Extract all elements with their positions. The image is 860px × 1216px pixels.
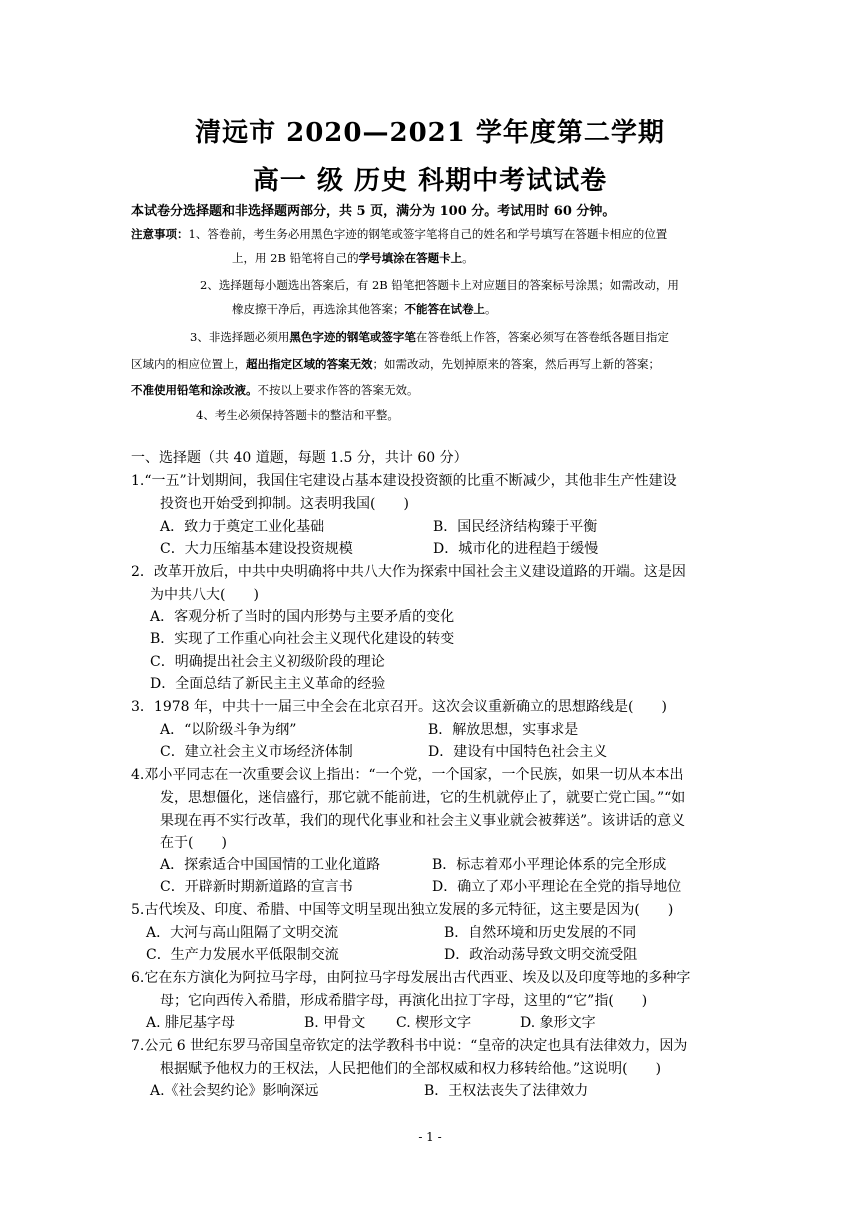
notice-2b-bold: 不能答在试卷上 bbox=[404, 302, 485, 316]
q6-option-d: D. 象形文字 bbox=[520, 1015, 596, 1031]
q4-option-c: C．开辟新时期新道路的宣言书 bbox=[160, 879, 353, 895]
q1-option-a: A．致力于奠定工业化基础 bbox=[160, 519, 325, 535]
notice-3a-end: 在答卷纸上作答，答案必须写在答卷纸各题目指定 bbox=[415, 330, 669, 344]
exam-title-line1: 清远市 2020—2021 学年度第二学期 bbox=[195, 118, 665, 148]
question-6-line-1: 6.它在东方演化为阿拉马字母，由阿拉马字母发展出古代西亚、埃及以及印度等地的多种字 bbox=[131, 970, 691, 986]
q2-option-c: C．明确提出社会主义初级阶段的理论 bbox=[150, 654, 385, 670]
q7-option-a: A.《社会契约论》影响深远 bbox=[150, 1083, 319, 1099]
q5-option-c: C．生产力发展水平低限制交流 bbox=[146, 947, 339, 963]
notice-line-5 bbox=[190, 328, 669, 346]
notice-2b: 橡皮擦干净后，再选涂其他答案； bbox=[232, 302, 405, 316]
notice-line-4 bbox=[232, 300, 497, 318]
q3-option-d: D．建设有中国特色社会主义 bbox=[428, 744, 608, 760]
question-2-line-2: 为中共八大( ) bbox=[150, 587, 259, 603]
q6-option-a: A. 腓尼基字母 bbox=[146, 1015, 236, 1031]
notice-1b-bold: 学号填涂在答题卡上 bbox=[358, 251, 463, 265]
notice-1a: 1、答卷前，考生务必用黑色字迹的钢笔或签字笔将自己的姓名和学号填写在答题卡相应的位置 bbox=[188, 227, 668, 241]
q3-option-c: C．建立社会主义市场经济体制 bbox=[160, 744, 353, 760]
notice-3b-end: ；如需改动，先划掉原来的答案，然后再写上新的答案； bbox=[372, 357, 660, 371]
notice-line-1 bbox=[131, 225, 667, 243]
question-7-line-2: 根据赋予他权力的王权法，人民把他们的全部权威和权力移转给他。”这说明( ) bbox=[160, 1061, 662, 1077]
notice-1b: 上，用 2B 铅笔将自己的 bbox=[232, 251, 359, 265]
question-1-line-1: 1.“一五”计划期间，我国住宅建设占基本建设投资额的比重不断减少，其他非生产性建设 bbox=[131, 473, 677, 489]
notice-2a: 2、选择题每小题选出答案后，有 2B 铅笔把答题卡上对应题目的答案标号涂黑；如需改动，用 bbox=[200, 278, 679, 292]
q1-option-b: B．国民经济结构臻于平衡 bbox=[433, 519, 598, 535]
question-4-line-3: 果现在再不实行改革，我们的现代化事业和社会主义事业就会被葬送”。该讲话的意义 bbox=[160, 813, 686, 829]
q4-option-b: B．标志着邓小平理论体系的完全形成 bbox=[432, 857, 667, 873]
q1-option-c: C．大力压缩基本建设投资规模 bbox=[160, 541, 353, 557]
section-title: 一、选择题（共 40 道题，每题 1.5 分，共计 60 分） bbox=[131, 450, 468, 466]
question-2-line-1: 2．改革开放后，中共中央明确将中共八大作为探索中国社会主义建设道路的开端。这是因 bbox=[131, 564, 686, 580]
notice-3b: 区域内的相应位置上， bbox=[131, 357, 246, 371]
question-7-line-1: 7.公元 6 世纪东罗马帝国皇帝钦定的法学教科书中说：“皇帝的决定也具有法律效力，因为 bbox=[131, 1038, 688, 1054]
exam-title-line2: 高一 级 历史 科期中考试试卷 bbox=[252, 166, 608, 196]
question-6-line-2: 母；它向西传入希腊，形成希腊字母，再演化出拉丁字母，这里的“它”指( ) bbox=[160, 993, 648, 1009]
exam-intro: 本试卷分选择题和非选择题两部分，共 5 页，满分为 100 分。考试用时 60 分钟。 bbox=[131, 204, 616, 219]
question-4-line-1: 4.邓小平同志在一次重要会议上指出：“一个党，一个国家，一个民族，如果一切从本本出 bbox=[131, 767, 684, 783]
notice-3b-bold: 超出指定区域的答案无效 bbox=[246, 357, 373, 371]
page-number: - 1 - bbox=[418, 1130, 442, 1144]
notice-line-2 bbox=[232, 249, 474, 267]
question-3-line-1: 3．1978 年，中共十一届三中全会在北京召开。这次会议重新确立的思想路线是( ) bbox=[131, 699, 667, 715]
q3-option-b: B．解放思想，实事求是 bbox=[428, 722, 579, 738]
notice-3a-bold: 黑色字迹的钢笔或签字笔 bbox=[289, 330, 416, 344]
q5-option-b: B．自然环境和历史发展的不同 bbox=[444, 925, 637, 941]
q5-option-a: A．大河与高山阻隔了文明交流 bbox=[146, 925, 339, 941]
q7-option-b: B．王权法丧失了法律效力 bbox=[424, 1083, 589, 1099]
question-4-line-2: 发，思想僵化，迷信盛行，那它就不能前进，它的生机就停止了，就要亡党亡国。”“如 bbox=[160, 790, 686, 806]
notice-line-7 bbox=[131, 381, 419, 399]
notice-2b-end: 。 bbox=[485, 302, 497, 316]
question-1-line-2: 投资也开始受到抑制。这表明我国( ) bbox=[160, 496, 409, 512]
q6-option-c: C. 楔形文字 bbox=[396, 1015, 472, 1031]
notice-line-6 bbox=[131, 355, 660, 373]
q2-option-a: A．客观分析了当时的国内形势与主要矛盾的变化 bbox=[150, 609, 455, 625]
q4-option-d: D．确立了邓小平理论在全党的指导地位 bbox=[432, 879, 682, 895]
q5-option-d: D．政治动荡导致文明交流受阻 bbox=[444, 947, 638, 963]
notice-3c-bold: 不准使用铅笔和涂改液。 bbox=[131, 383, 258, 397]
notice-line-8 bbox=[196, 406, 399, 424]
notice-3c-end: 不按以上要求作答的答案无效。 bbox=[257, 383, 419, 397]
notice-label: 注意事项： bbox=[131, 227, 189, 241]
q1-option-d: D．城市化的进程趋于缓慢 bbox=[433, 541, 599, 557]
question-4-line-4: 在于( ) bbox=[160, 835, 227, 851]
q4-option-a: A．探索适合中国国情的工业化道路 bbox=[160, 857, 381, 873]
q6-option-b: B. 甲骨文 bbox=[304, 1015, 366, 1031]
question-5-line-1: 5.古代埃及、印度、希腊、中国等文明呈现出独立发展的多元特征，这主要是因为( ) bbox=[131, 902, 674, 918]
notice-1b-end: 。 bbox=[462, 251, 474, 265]
notice-line-3 bbox=[200, 276, 679, 294]
notice-3a: 3、非选择题必须用 bbox=[190, 330, 290, 344]
q2-option-d: D．全面总结了新民主主义革命的经验 bbox=[150, 676, 386, 692]
q3-option-a: A．“以阶级斗争为纲” bbox=[160, 722, 297, 738]
notice-4: 4、考生必须保持答题卡的整洁和平整。 bbox=[196, 408, 399, 422]
q2-option-b: B．实现了工作重心向社会主义现代化建设的转变 bbox=[150, 631, 455, 647]
